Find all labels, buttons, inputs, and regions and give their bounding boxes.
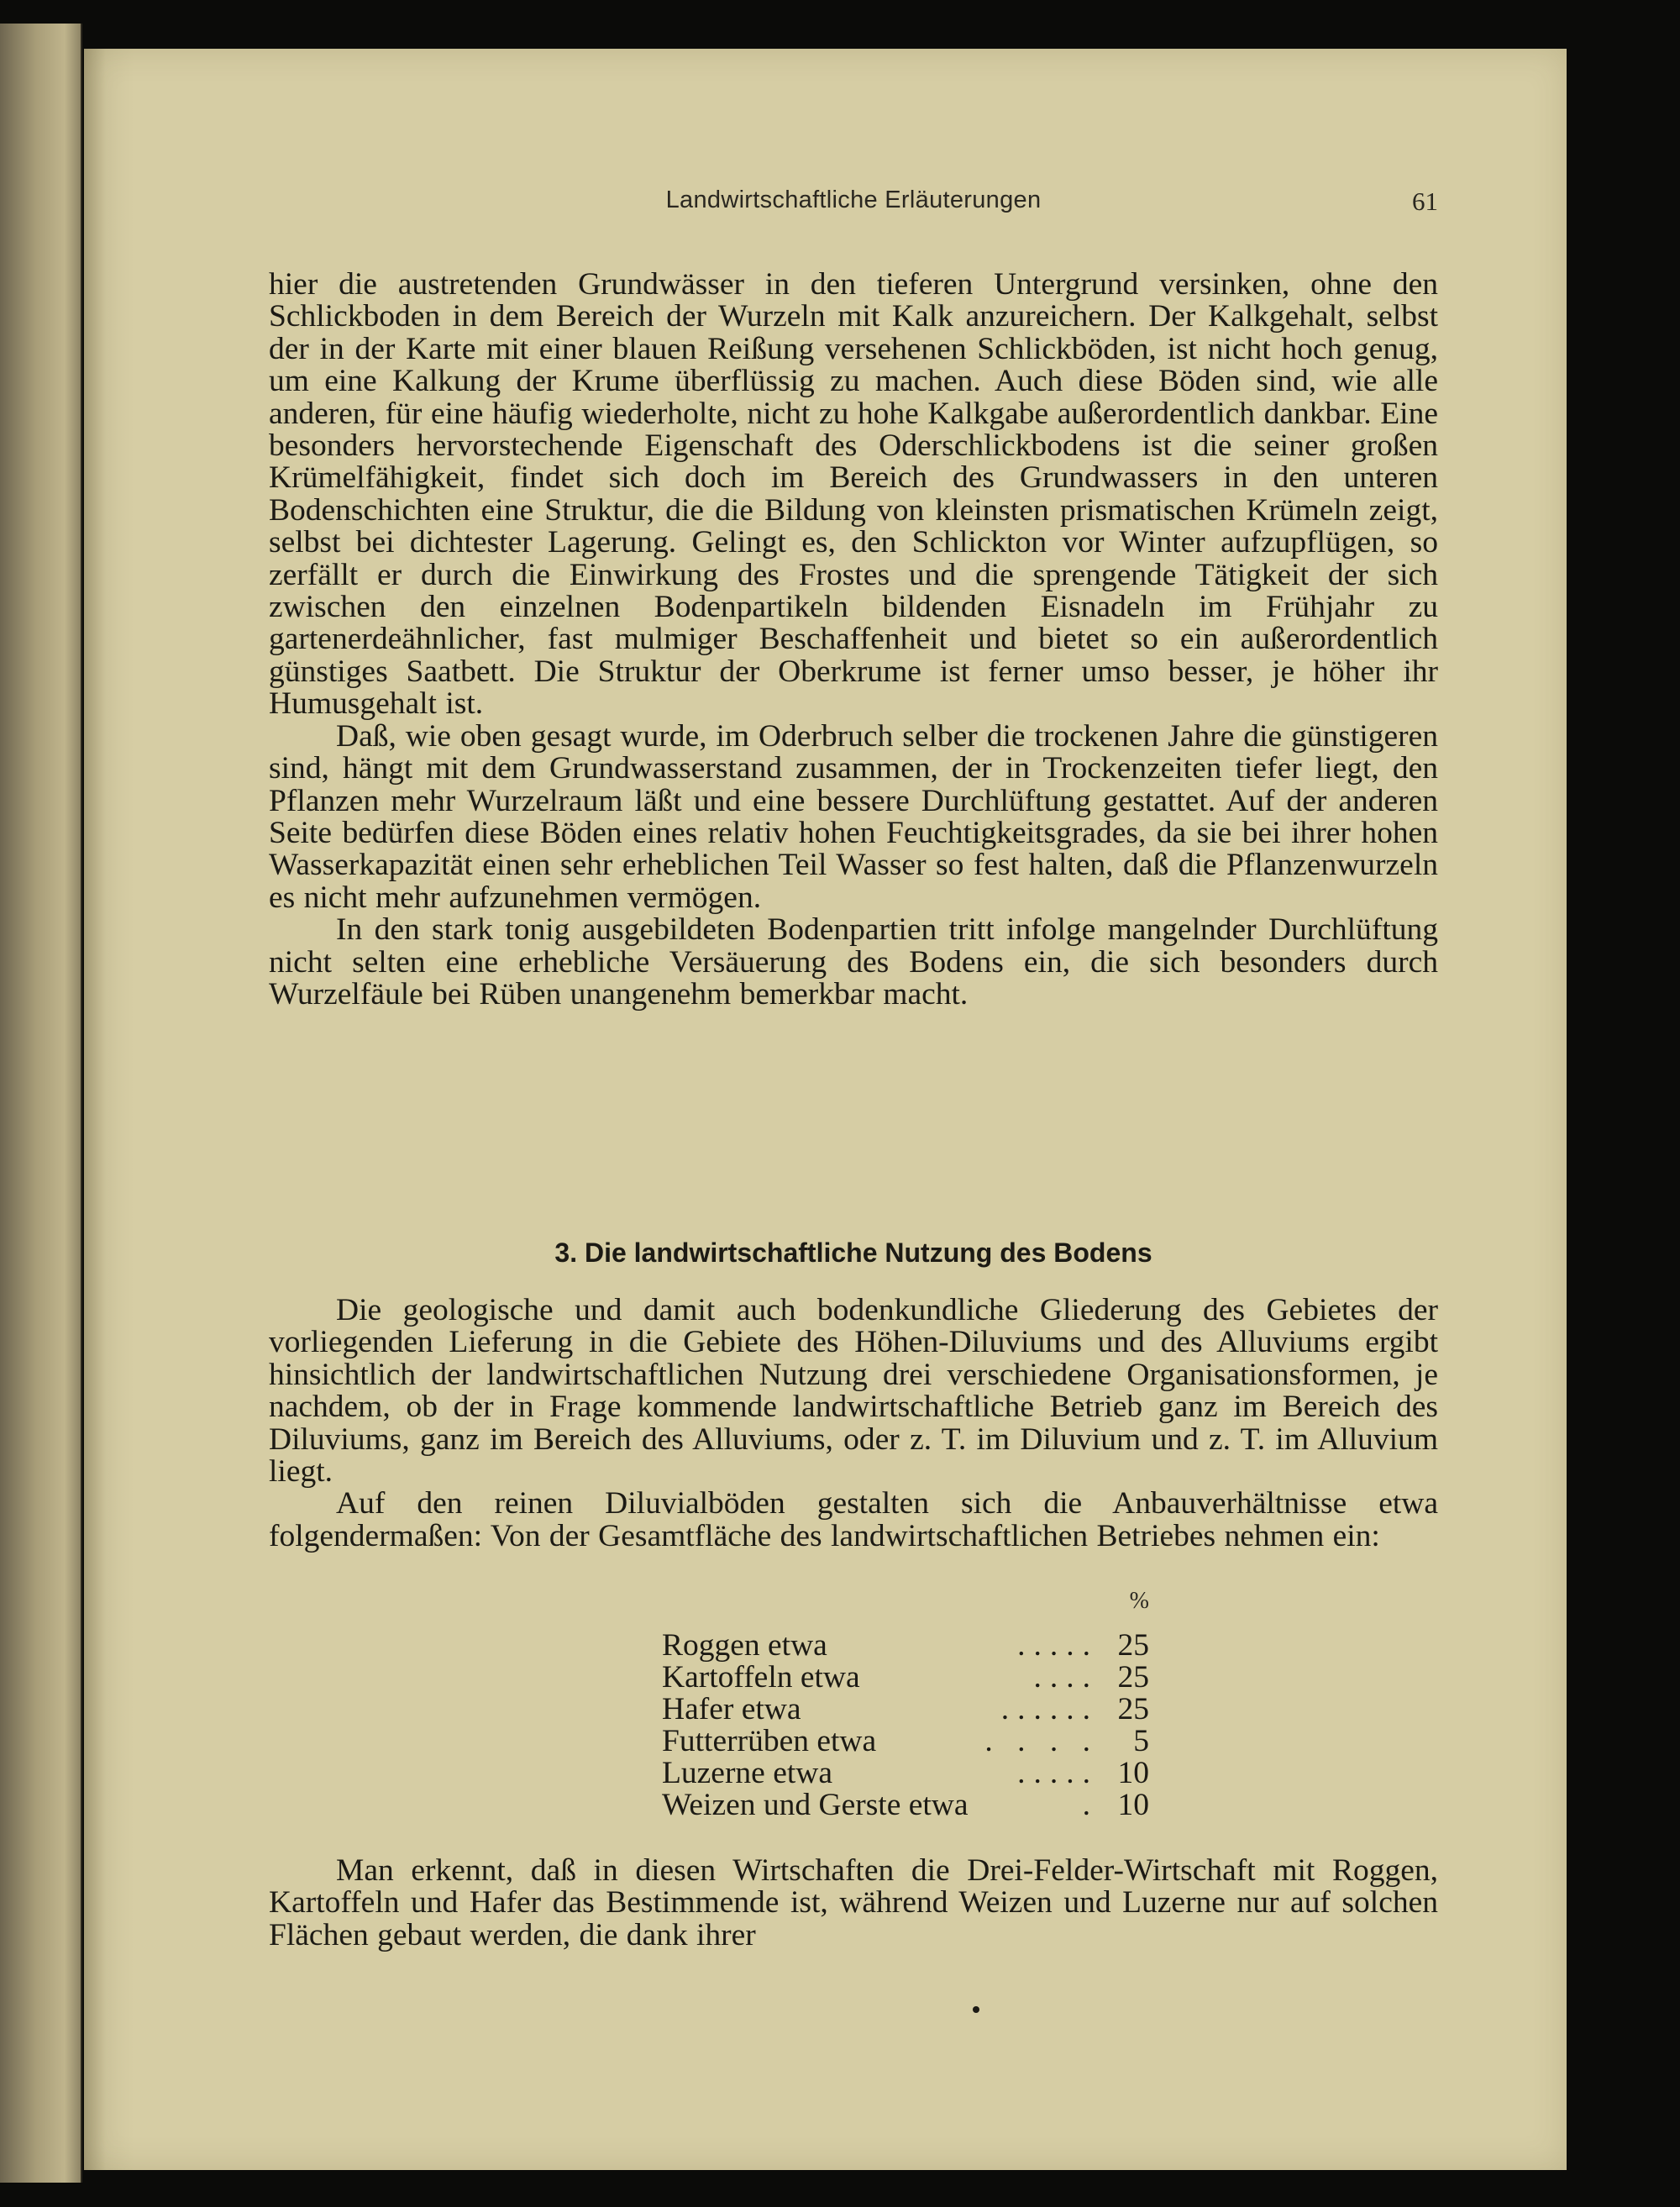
- paragraph: Man erkennt, daß in diesen Wirtschaften die Drei-Felder-Wirtschaft mit Roggen, Kartoffeln und Hafer das Bestimmende ist, während Weizen und Luzerne nur auf solchen Flächen gebaut werden, die dank ihrer: [269, 1853, 1438, 1952]
- crop-percent: 5: [1133, 1724, 1149, 1758]
- paragraph: Auf den reinen Diluvialböden gestalten sich die Anbauverhältnisse etwa folgendermaßen: Von der Gesamtfläche des landwirtschaftlichen Betriebes nehmen ein:: [269, 1486, 1438, 1553]
- leader-dots: ......: [1000, 1692, 1099, 1726]
- page-number: 61: [1412, 187, 1438, 216]
- leader-dots: .....: [1017, 1628, 1099, 1663]
- leader-dots: . . . .: [984, 1724, 1099, 1758]
- section-heading: 3. Die landwirtschaftliche Nutzung des Bodens: [554, 1237, 1152, 1268]
- paragraph: In den stark tonig ausgebildeten Bodenpartien tritt infolge mangelnder Durchlüftung nicht selten eine erhebliche Versäuerung des Bodens ein, die sich besonders durch Wurzelfäule bei Rüben unangenehm bemerkbar macht.: [269, 912, 1438, 1012]
- table-row: [662, 1726, 1149, 1758]
- crop-name: Luzerne etwa: [662, 1756, 832, 1790]
- paragraph: hier die austretenden Grundwässer in den tieferen Untergrund versinken, ohne den Schlickboden in dem Bereich der Wurzeln mit Kalk anzureichern. Der Kalkgehalt, selbst der in der Karte mit einer blauen Reißung versehenen Schlickböden, ist nicht hoch genug, um eine Kalkung der Krume überflüssig zu machen. Auch diese Böden sind, wie alle anderen, für eine häufig wiederholte, nicht zu hohe Kalkgabe außerordentlich dankbar. Eine besonders hervorstechende Eigenschaft des Oderschlickbodens ist die seiner großen Krümelfähigkeit, findet sich doch im Bereich des Grundwassers in den unteren Bodenschichten eine Struktur, die die Bildung von kleinsten prismatischen Krümeln zeigt, selbst bei dichtester Lagerung. Gelingt es, den Schlickton vor Winter aufzupflügen, so zerfällt er durch die Einwirkung des Frostes und die sprengende Tätigkeit der sich zwischen den einzelnen Bodenpartikeln bildenden Eisnadeln im Frühjahr zu gartenerdeähnlicher, fast mulmiger Beschaffenheit und bietet so ein außerordentlich günstiges Saatbett. Die Struktur der Oberkrume ist ferner umso besser, je höher ihr Humusgehalt ist.: [269, 267, 1438, 722]
- running-head: [269, 187, 1438, 220]
- crop-percent: 25: [1117, 1692, 1149, 1726]
- previous-page-edge: [0, 24, 82, 2183]
- leader-dots: .....: [1017, 1756, 1099, 1790]
- paragraph: Die geologische und damit auch bodenkundliche Gliederung des Gebietes der vorliegenden Lieferung in die Gebiete des Höhen-Diluviums und des Alluviums ergibt hinsichtlich der landwirtschaftlichen Nutzung drei verschiedene Organisationsformen, je nachdem, ob der in Frage kommende landwirtschaftliche Betrieb ganz im Bereich des Diluviums, ganz im Bereich des Alluviums, oder z. T. im Diluvium und z. T. im Alluvium liegt.: [269, 1293, 1438, 1490]
- table-row: [662, 1630, 1149, 1662]
- crop-percent: 25: [1117, 1628, 1149, 1663]
- table-row: [662, 1758, 1149, 1789]
- leader-dots: ....: [1033, 1660, 1099, 1695]
- text-block-soil: [269, 269, 1438, 1011]
- leader-dots: .: [1082, 1788, 1099, 1822]
- table-row: [662, 1662, 1149, 1694]
- crop-name: Roggen etwa: [662, 1628, 827, 1663]
- crop-percent: 10: [1117, 1788, 1149, 1822]
- crop-name: Weizen und Gerste etwa: [662, 1788, 969, 1822]
- crop-name: Kartoffeln etwa: [662, 1660, 860, 1695]
- crop-percent: 10: [1117, 1756, 1149, 1790]
- crop-percent: 25: [1117, 1660, 1149, 1695]
- book-page: [84, 49, 1567, 2170]
- text-block-conclusion: [269, 1855, 1438, 1952]
- text-block-usage: [269, 1295, 1438, 1553]
- table-row: [662, 1694, 1149, 1726]
- running-title: Landwirtschaftliche Erläuterungen: [665, 187, 1042, 213]
- percent-header: %: [1129, 1588, 1149, 1614]
- paragraph: Daß, wie oben gesagt wurde, im Oderbruch selber die trockenen Jahre die günstigeren sind, hängt mit dem Grundwasserstand zusammen, der in Trockenzeiten tiefer liegt, den Pflanzen mehr Wurzelraum läßt und eine bessere Durchlüftung gestattet. Auf der anderen Seite bedürfen diese Böden eines relativ hohen Feuchtigkeitsgrades, da sie bei ihrer hohen Wasserkapazität einen sehr erheblichen Teil Wasser so fest halten, daß die Pflanzenwurzeln es nicht mehr aufzunehmen vermögen.: [269, 718, 1438, 915]
- table-row: [662, 1789, 1149, 1821]
- crop-name: Futterrüben etwa: [662, 1724, 877, 1758]
- crop-name: Hafer etwa: [662, 1692, 801, 1726]
- ink-speck: [973, 2006, 979, 2013]
